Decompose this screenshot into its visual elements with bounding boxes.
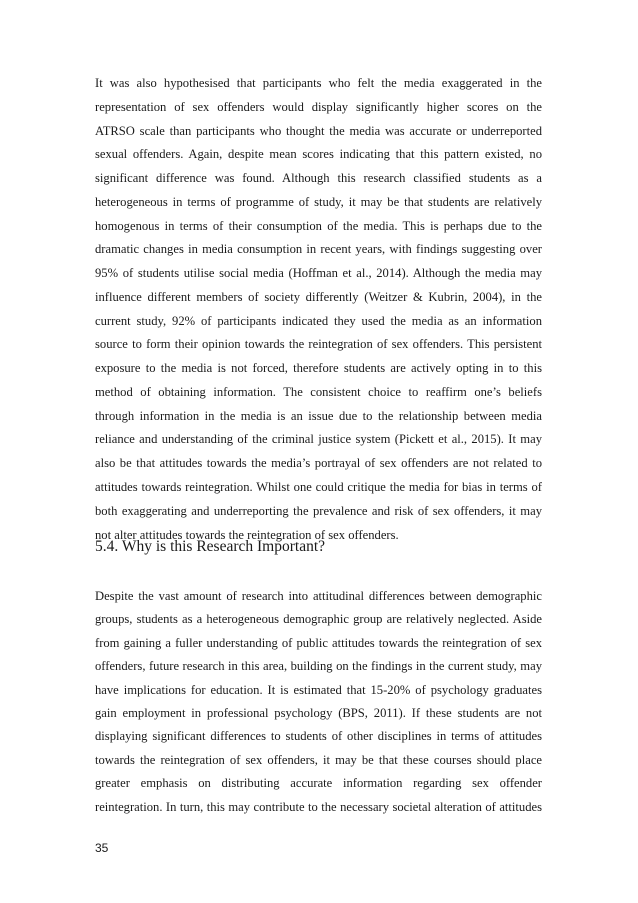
text-line: source to form their opinion towards the reintegration of sex offenders. This persistent: [95, 337, 542, 352]
text-line: displaying significant differences to students of other disciplines in terms of attitudes: [95, 729, 542, 744]
text-line: sexual offenders. Again, despite mean scores indicating that this pattern existed, no: [95, 147, 542, 162]
text-line: influence different members of society differently (Weitzer & Kubrin, 2004), in the: [95, 289, 542, 304]
text-line: reliance and understanding of the criminal justice system (Pickett et al., 2015). It may: [95, 432, 542, 447]
text-line: attitudes towards reintegration. Whilst one could critique the media for bias in terms of: [95, 480, 542, 495]
text-line: method of obtaining information. The consistent choice to reaffirm one’s beliefs: [95, 384, 542, 399]
text-line: towards the reintegration of sex offenders, it may be that these courses should place: [95, 752, 542, 767]
text-line: have implications for education. It is estimated that 15-20% of psychology graduates: [95, 682, 542, 697]
text-line: Despite the vast amount of research into attitudinal differences between demographic: [95, 589, 542, 603]
text-line: ATRSO scale than participants who thought the media was accurate or underreported: [95, 123, 542, 138]
text-line: It was also hypothesised that participants who felt the media exaggerated in the: [95, 76, 542, 90]
body-paragraph-media-hypothesis: [95, 72, 542, 547]
text-line: homogenous in terms of their consumption of the media. This is perhaps due to the: [95, 218, 542, 233]
text-line: reintegration. In turn, this may contribute to the necessary societal alteration of attitudes: [95, 799, 542, 814]
text-line: current study, 92% of participants indicated they used the media as an information: [95, 313, 542, 328]
text-line: both exaggerating and underreporting the prevalence and risk of sex offenders, it may: [95, 503, 542, 518]
text-line: groups, students as a heterogeneous demographic group are relatively neglected. Aside: [95, 612, 542, 627]
text-line: offenders, future research in this area, building on the findings in the current study, may: [95, 659, 542, 674]
text-line: through information in the media is an issue due to the relationship between media: [95, 408, 542, 423]
text-line: dramatic changes in media consumption in recent years, with findings suggesting over: [95, 242, 542, 257]
text-line: gain employment in professional psychology (BPS, 2011). If these students are not: [95, 706, 542, 721]
text-line: also be that attitudes towards the media’s portrayal of sex offenders are not related to: [95, 456, 542, 471]
text-line: heterogeneous in terms of programme of study, it may be that students are relatively: [95, 194, 542, 209]
text-line: greater emphasis on distributing accurate information regarding sex offender: [95, 776, 542, 791]
page-number: 35: [95, 841, 109, 855]
text-line: not alter attitudes towards the reintegration of sex offenders.: [95, 527, 399, 542]
section-heading: 5.4. Why is this Research Important?: [95, 538, 326, 555]
body-paragraph-research-importance: [95, 585, 542, 819]
text-line: 95% of students utilise social media (Hoffman et al., 2014). Although the media may: [95, 266, 542, 281]
text-line: representation of sex offenders would display significantly higher scores on the: [95, 99, 542, 114]
text-line: exposure to the media is not forced, therefore students are actively opting in to this: [95, 361, 542, 376]
text-line: from gaining a fuller understanding of public attitudes towards the reintegration of sex: [95, 635, 542, 650]
text-line: significant difference was found. Although this research classified students as a: [95, 171, 542, 186]
